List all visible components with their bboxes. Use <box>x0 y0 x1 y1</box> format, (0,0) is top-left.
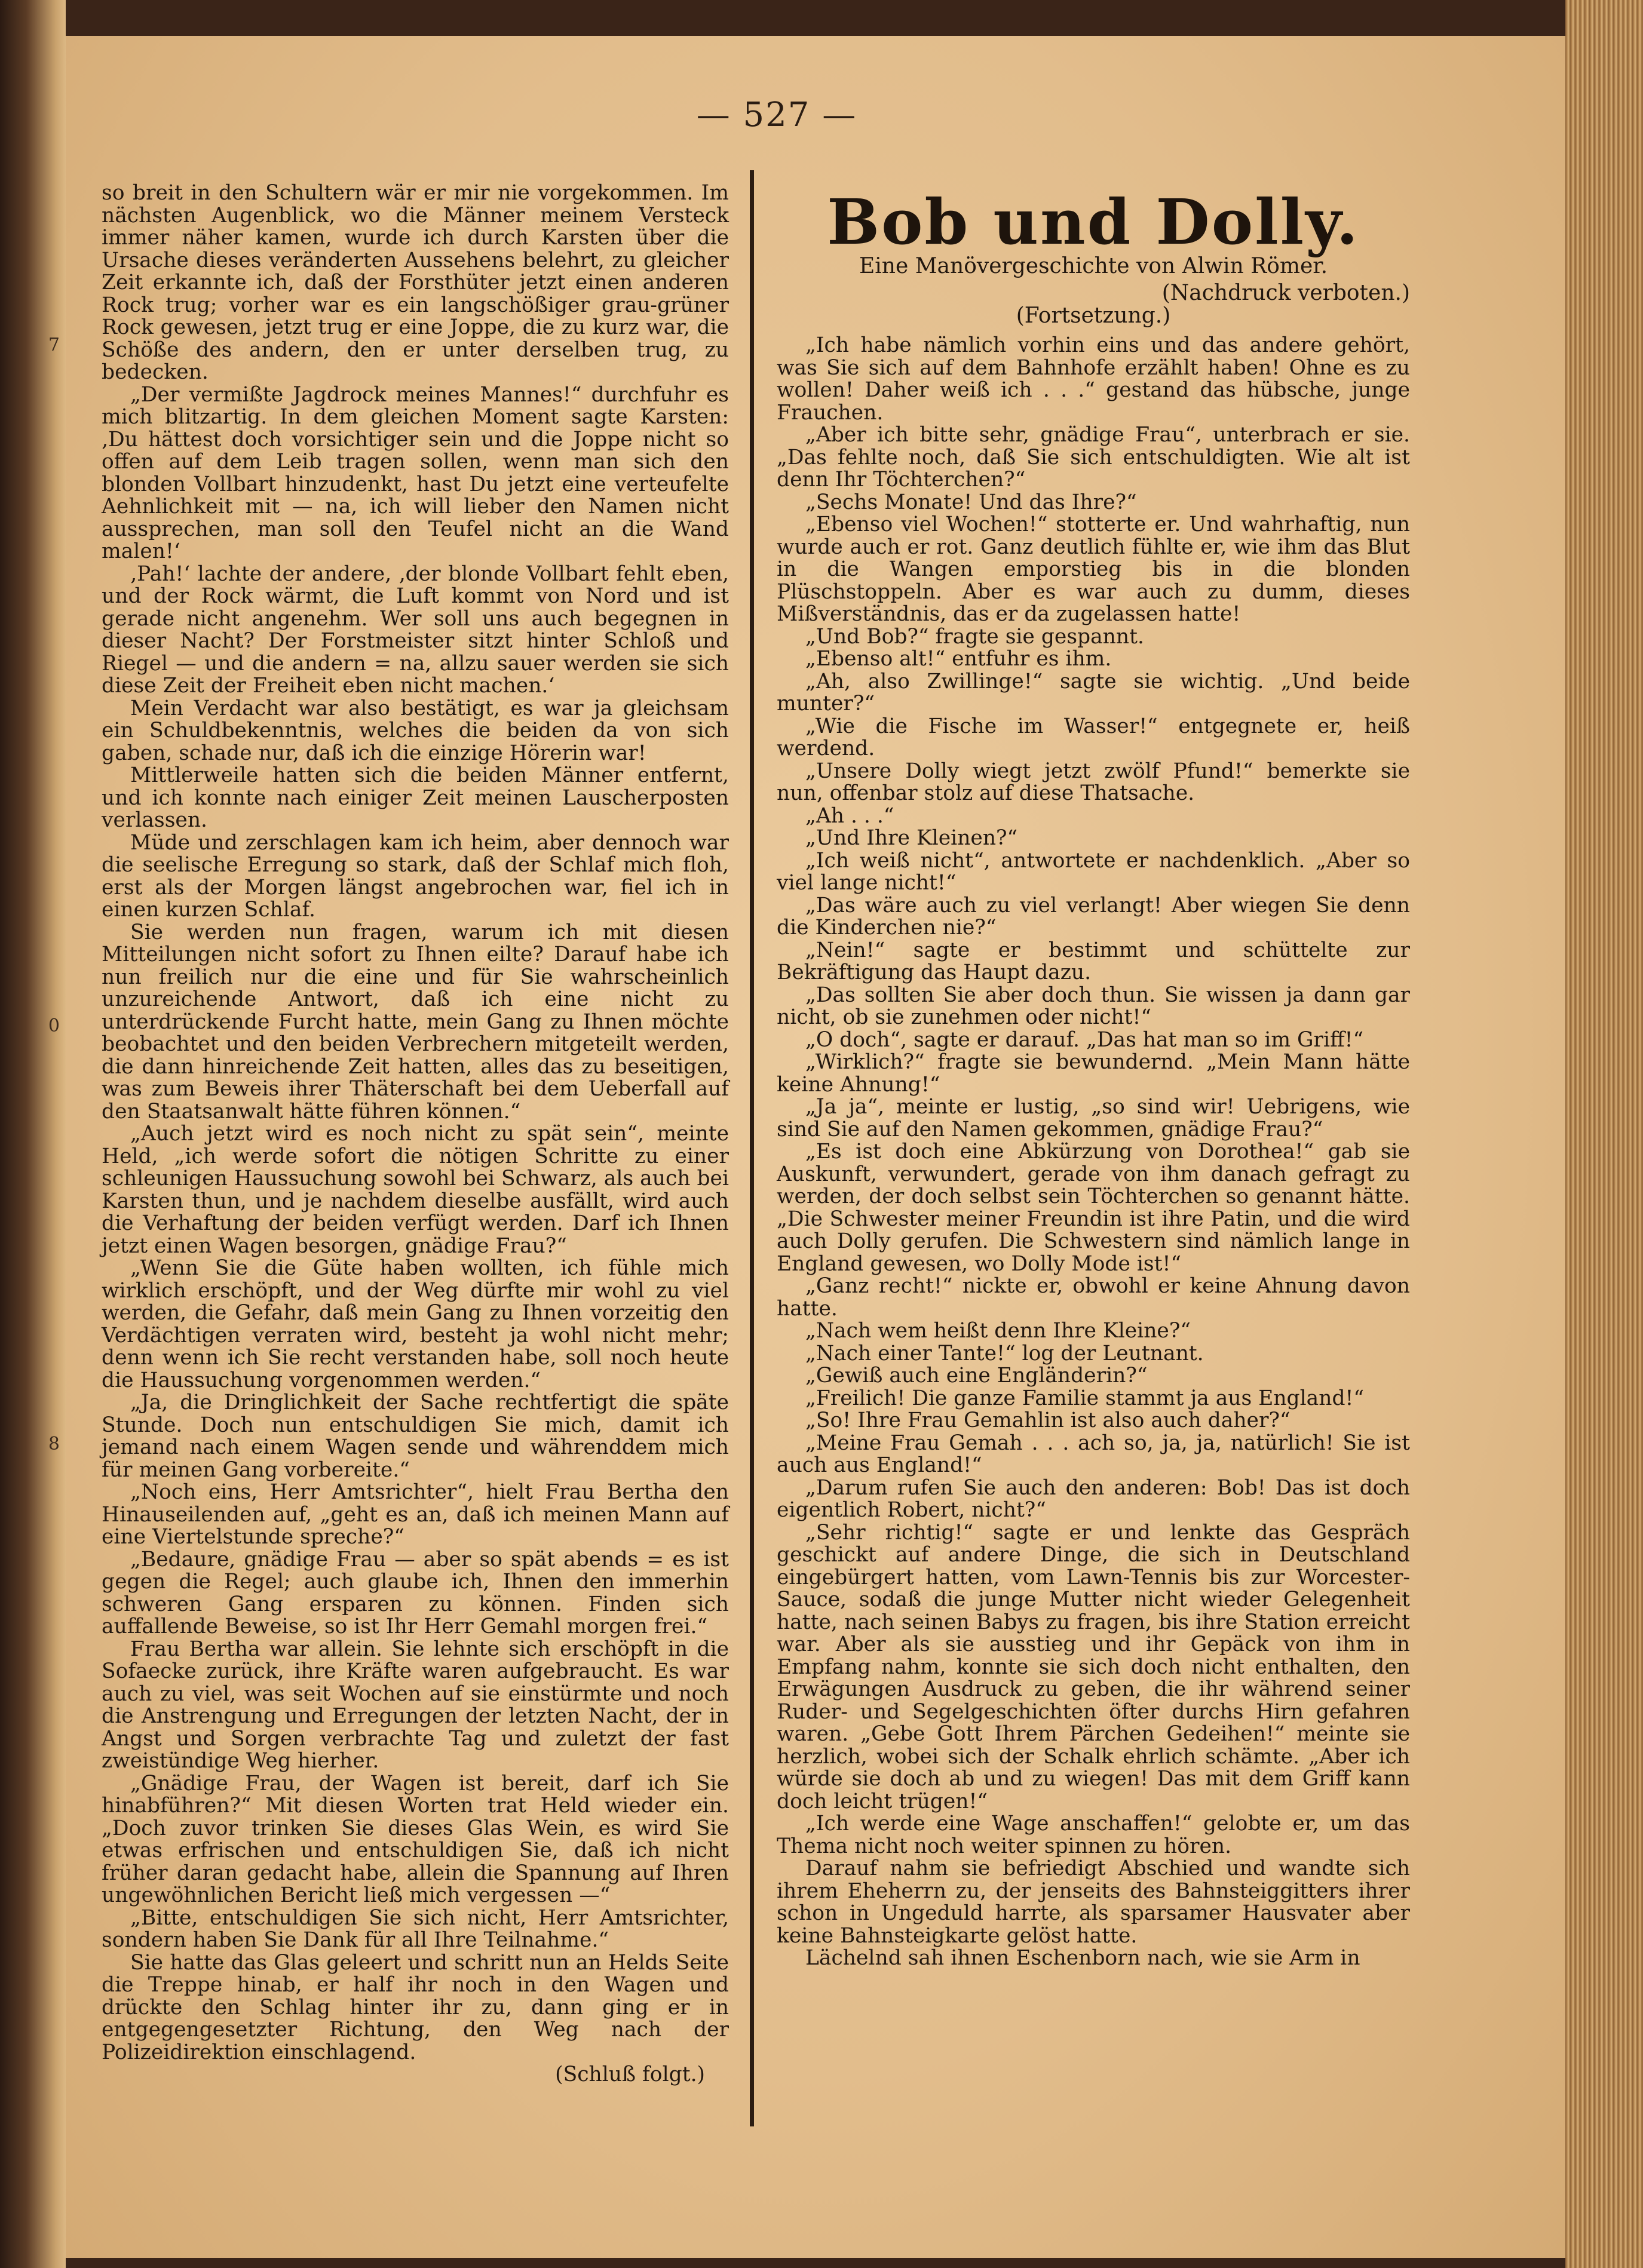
column-divider <box>750 170 754 2126</box>
paragraph: „Ganz recht!“ nickte er, obwohl er keine Ahnung davon hatte. <box>777 1274 1410 1321</box>
paragraph: „Ah . . .“ <box>805 803 894 828</box>
paragraph: „Wenn Sie die Güte haben wollten, ich fühle mich wirklich erschöpft, und der Weg dürfte mir wohl zu viel werden, die Gefahr, daß mein Gang zu Ihnen vorzeitig den Verdächtigen verraten wird, besteht ja wohl nicht mehr; denn wenn ich Sie recht verstanden habe, soll noch heute die Haussuchung vorgenommen werden.“ <box>102 1256 729 1392</box>
paragraph: „Meine Frau Gemah . . . ach so, ja, ja, natürlich! Sie ist auch aus England!“ <box>777 1431 1410 1477</box>
paragraph: „So! Ihre Frau Gemahlin ist also auch daher?“ <box>805 1408 1291 1432</box>
paragraph: „Ebenso alt!“ entfuhr es ihm. <box>805 647 1112 671</box>
paragraph: „Sehr richtig!“ sagte er und lenkte das Gespräch geschickt auf andere Dinge, die sich in Deutschland eingebürgert hatten, vom Lawn-Tennis bis zur Worcester-Sauce, sodaß die junge Mutter nicht wieder Gelegenheit hatte, nach seinen Babys zu fragen, bis ihre Station erreicht war. Aber als sie ausstieg und ihr Gepäck von ihm in Empfang nahm, konnte sie sich doch nicht enthalten, den Erwägungen Ausdruck zu geben, die ihr während seiner Ruder- und Segelgeschichten öfter durchs Hirn gefahren waren. „Gebe Gott Ihrem Pärchen Gedeihen!“ meinte sie herzlich, wobei sich der Schalk ehrlich schämte. „Aber ich würde sie doch ab und zu wiegen! Das mit dem Griff kann doch leicht trügen!“ <box>777 1520 1410 1813</box>
paragraph: „Ja ja“, meinte er lustig, „so sind wir! Uebrigens, wie sind Sie auf den Namen gekommen, gnädige Frau?“ <box>777 1095 1410 1141</box>
paragraph: „Unsere Dolly wiegt jetzt zwölf Pfund!“ bemerkte sie nun, offenbar stolz auf diese Thatsache. <box>777 759 1410 805</box>
paragraph: „Freilich! Die ganze Familie stammt ja aus England!“ <box>805 1386 1365 1410</box>
paragraph: „Das sollten Sie aber doch thun. Sie wissen ja dann gar nicht, ob sie zunehmen oder nicht!“ <box>777 983 1410 1029</box>
paragraph: „Ah, also Zwillinge!“ sagte sie wichtig. „Und beide munter?“ <box>777 669 1410 716</box>
paragraph: Müde und zerschlagen kam ich heim, aber dennoch war die seelische Erregung so stark, daß der Schlaf mich floh, erst als der Morgen längst angebrochen war, fiel ich in einen kurzen Schlaf. <box>102 830 729 922</box>
paragraph: Frau Bertha war allein. Sie lehnte sich erschöpft in die Sofaecke zurück, ihre Kräfte waren aufgebraucht. Es war auch zu viel, was seit Wochen auf sie einstürmte und noch die Anstrengung und Erregungen der letzten Nacht, der in Angst und Sorgen verbrachte Tag und zuletzt der fast zweistündige Weg hierher. <box>102 1637 729 1773</box>
continuation-label: (Fortsetzung.) <box>1016 303 1171 328</box>
paragraph: „Bedaure, gnädige Frau — aber so spät abends = es ist gegen die Regel; auch glaube ich, Ihnen den immerhin schweren Gang ersparen zu können. Finden sich auffallende Beweise, so ist Ihr Herr Gemahl morgen frei.“ <box>102 1547 729 1638</box>
book-spine-edge <box>1565 0 1643 2268</box>
margin-digit: 7 <box>48 334 60 355</box>
paragraph: „Und Bob?“ fragte sie gespannt. <box>805 624 1144 649</box>
article-title: Bob und Dolly. <box>827 185 1360 259</box>
page-number: — 527 — <box>696 96 857 134</box>
paragraph: ‚Pah!‘ lachte der andere, ‚der blonde Vollbart fehlt eben, und der Rock wärmt, die Luft kommt von Nord und ist gerade nicht angenehm. Wer soll uns auch begegnen in dieser Nacht? Der Forstmeister sitzt hinter Schloß und Riegel — und die andern = na, allzu sauer werden sie sich diese Zeit der Freiheit eben nicht machen.‘ <box>102 561 729 698</box>
to-be-continued-note: (Schluß folgt.) <box>555 2063 705 2086</box>
paragraph: „Gnädige Frau, der Wagen ist bereit, darf ich Sie hinabführen?“ Mit diesen Worten trat Held wieder ein. „Doch zuvor trinken Sie dieses Glas Wein, es wird Sie etwas erfrischen und entschuldigen Sie, daß ich nicht früher daran gedacht habe, allein die Spannung auf Ihren ungewöhnlichen Bericht ließ mich vergessen —“ <box>102 1771 729 1907</box>
paragraph: „Nach wem heißt denn Ihre Kleine?“ <box>805 1319 1191 1343</box>
paragraph: „Noch eins, Herr Amtsrichter“, hielt Frau Bertha den Hinauseilenden auf, „geht es an, daß ich meinen Mann auf eine Viertelstunde spreche?“ <box>102 1480 729 1549</box>
paragraph: „Wirklich?“ fragte sie bewundernd. „Mein Mann hätte keine Ahnung!“ <box>777 1050 1410 1097</box>
reprint-notice: (Nachdruck verboten.) <box>1161 281 1410 305</box>
paragraph: „Es ist doch eine Abkürzung von Dorothea!“ gab sie Auskunft, verwundert, gerade von ihm danach gefragt zu werden, der doch selbst sein Töchterchen so genannt hätte. „Die Schwester meiner Freundin ist ihre Patin, und die wird auch Dolly gerufen. Die Schwestern sind nämlich lange in England gewesen, wo Dolly Mode ist!“ <box>777 1140 1410 1276</box>
margin-digit: 8 <box>48 1434 60 1454</box>
paragraph: „Gewiß auch eine Engländerin?“ <box>805 1364 1148 1388</box>
paragraph: Darauf nahm sie befriedigt Abschied und wandte sich ihrem Eheherrn zu, der jenseits des Bahnsteiggitters ihrer schon in Ungeduld harrte, als sparsamer Hausvater aber keine Bahnsteigkarte gelöst hatte. <box>777 1856 1410 1948</box>
paragraph: „O doch“, sagte er darauf. „Das hat man so im Griff!“ <box>805 1027 1364 1052</box>
paragraph: Sie hatte das Glas geleert und schritt nun an Helds Seite die Treppe hinab, er half ihr noch in den Wagen und drückte den Schlag hinter ihr zu, dann ging er in entgegengesetzter Richtung, den Weg nach der Polizeidirektion einschlagend. <box>102 1950 729 2064</box>
paragraph: „Der vermißte Jagdrock meines Mannes!“ durchfuhr es mich blitzartig. In dem gleichen Moment sagte Karsten: ‚Du hättest doch vorsichtiger sein und die Joppe nicht so offen auf dem Leib tragen sollen, wenn man sich den blonden Vollbart hinzudenkt, hast Du jetzt eine verteufelte Aehnlichkeit mit — na, ich will lieber den Namen nicht aussprechen, man soll den Teufel nicht an die Wand malen!‘ <box>102 382 729 563</box>
adjacent-page-edge <box>0 0 66 2268</box>
margin-digit: 0 <box>48 1015 60 1036</box>
left-column <box>102 182 729 2086</box>
paragraph: „Ich habe nämlich vorhin eins und das andere gehört, was Sie sich auf dem Bahnhofe erzählt haben! Ohne es zu wollen! Daher weiß ich . . .“ gestand das hübsche, junge Frauchen. <box>777 333 1410 425</box>
paragraph: „Ich werde eine Wage anschaffen!“ gelobte er, um das Thema nicht noch weiter spinnen zu hören. <box>777 1812 1410 1858</box>
paragraph: „Wie die Fische im Wasser!“ entgegnete er, heiß werdend. <box>777 714 1410 760</box>
paragraph: „Ebenso viel Wochen!“ stotterte er. Und wahrhaftig, nun wurde auch er rot. Ganz deutlich fühlte er, wie ihm das Blut in die Wangen emporstieg bis in die blonden Plüschstoppeln. Aber es war auch zu dumm, dieses Mißverständnis, das er da zugelassen hatte! <box>777 512 1410 626</box>
paragraph: Mittlerweile hatten sich die beiden Männer entfernt, und ich konnte nach einiger Zeit meinen Lauscherposten verlassen. <box>102 763 729 832</box>
paragraph: Lächelnd sah ihnen Eschenborn nach, wie sie Arm in <box>805 1946 1360 1970</box>
paragraph: Sie werden nun fragen, warum ich mit diesen Mitteilungen nicht sofort zu Ihnen eilte? Darauf habe ich nun freilich nur die eine und für Sie wahrscheinlich unzureichende Antwort, daß ich eine nicht zu unterdrückende Furcht hatte, mein Gang zu Ihnen möchte beobachtet und den beiden Verbrechern mitgeteilt werden, die dann hinreichende Zeit hatten, alles das zu beseitigen, was zum Beweis ihrer Thäterschaft bei dem Ueberfall auf den Staatsanwalt hätte führen können.“ <box>102 920 729 1124</box>
paragraph: „Ja, die Dringlichkeit der Sache rechtfertigt die späte Stunde. Doch nun entschuldigen Sie mich, damit ich jemand nach einem Wagen sende und währenddem mich für meinen Gang vorbereite.“ <box>102 1391 729 1482</box>
paragraph: „Nein!“ sagte er bestimmt und schüttelte zur Bekräftigung das Haupt dazu. <box>777 938 1410 984</box>
paragraph: so breit in den Schultern wär er mir nie vorgekommen. Im nächsten Augenblick, wo die Männer meinem Versteck immer näher kamen, wurde ich durch Karsten über die Ursache dieses veränderten Aussehens belehrt, zu gleicher Zeit erkannte ich, daß der Forsthüter jetzt einen anderen Rock trug; vorher war es ein langschößiger grau-grüner Rock gewesen, jetzt trug er eine Joppe, die zu kurz war, die Schöße des andern, den er unter derselben trug, zu bedecken. <box>102 181 729 384</box>
paragraph: „Bitte, entschuldigen Sie sich nicht, Herr Amtsrichter, sondern haben Sie Dank für all Ihre Teilnahme.“ <box>102 1905 729 1952</box>
paragraph: „Und Ihre Kleinen?“ <box>805 826 1018 850</box>
paragraph: „Das wäre auch zu viel verlangt! Aber wiegen Sie denn die Kinderchen nie?“ <box>777 893 1410 940</box>
paragraph: „Nach einer Tante!“ log der Leutnant. <box>805 1341 1204 1365</box>
paragraph: „Darum rufen Sie auch den anderen: Bob! Das ist doch eigentlich Robert, nicht?“ <box>777 1475 1410 1522</box>
right-column <box>777 334 1410 1970</box>
paragraph: „Sechs Monate! Und das Ihre?“ <box>805 490 1137 514</box>
article-subtitle: Eine Manövergeschichte von Alwin Römer. <box>859 254 1328 278</box>
paragraph: „Aber ich bitte sehr, gnädige Frau“, unterbrach er sie. „Das fehlte noch, daß Sie sich entschuldigten. Wie alt ist denn Ihr Töchterchen?“ <box>777 423 1410 492</box>
paragraph: Mein Verdacht war also bestätigt, es war ja gleichsam ein Schuldbekenntnis, welches die beiden da von sich gaben, schade nur, daß ich die einzige Hörerin war! <box>102 696 729 765</box>
paragraph: „Ich weiß nicht“, antwortete er nachdenklich. „Aber so viel lange nicht!“ <box>777 848 1410 895</box>
paragraph: „Auch jetzt wird es noch nicht zu spät sein“, meinte Held, „ich werde sofort die nötigen Schritte zu einer schleunigen Haussuchung sowohl bei Schwarz, als auch bei Karsten thun, und je nachdem dieselbe ausfällt, wird auch die Verhaftung der beiden verfügt werden. Darf ich Ihnen jetzt einen Wagen besorgen, gnädige Frau?“ <box>102 1122 729 1258</box>
